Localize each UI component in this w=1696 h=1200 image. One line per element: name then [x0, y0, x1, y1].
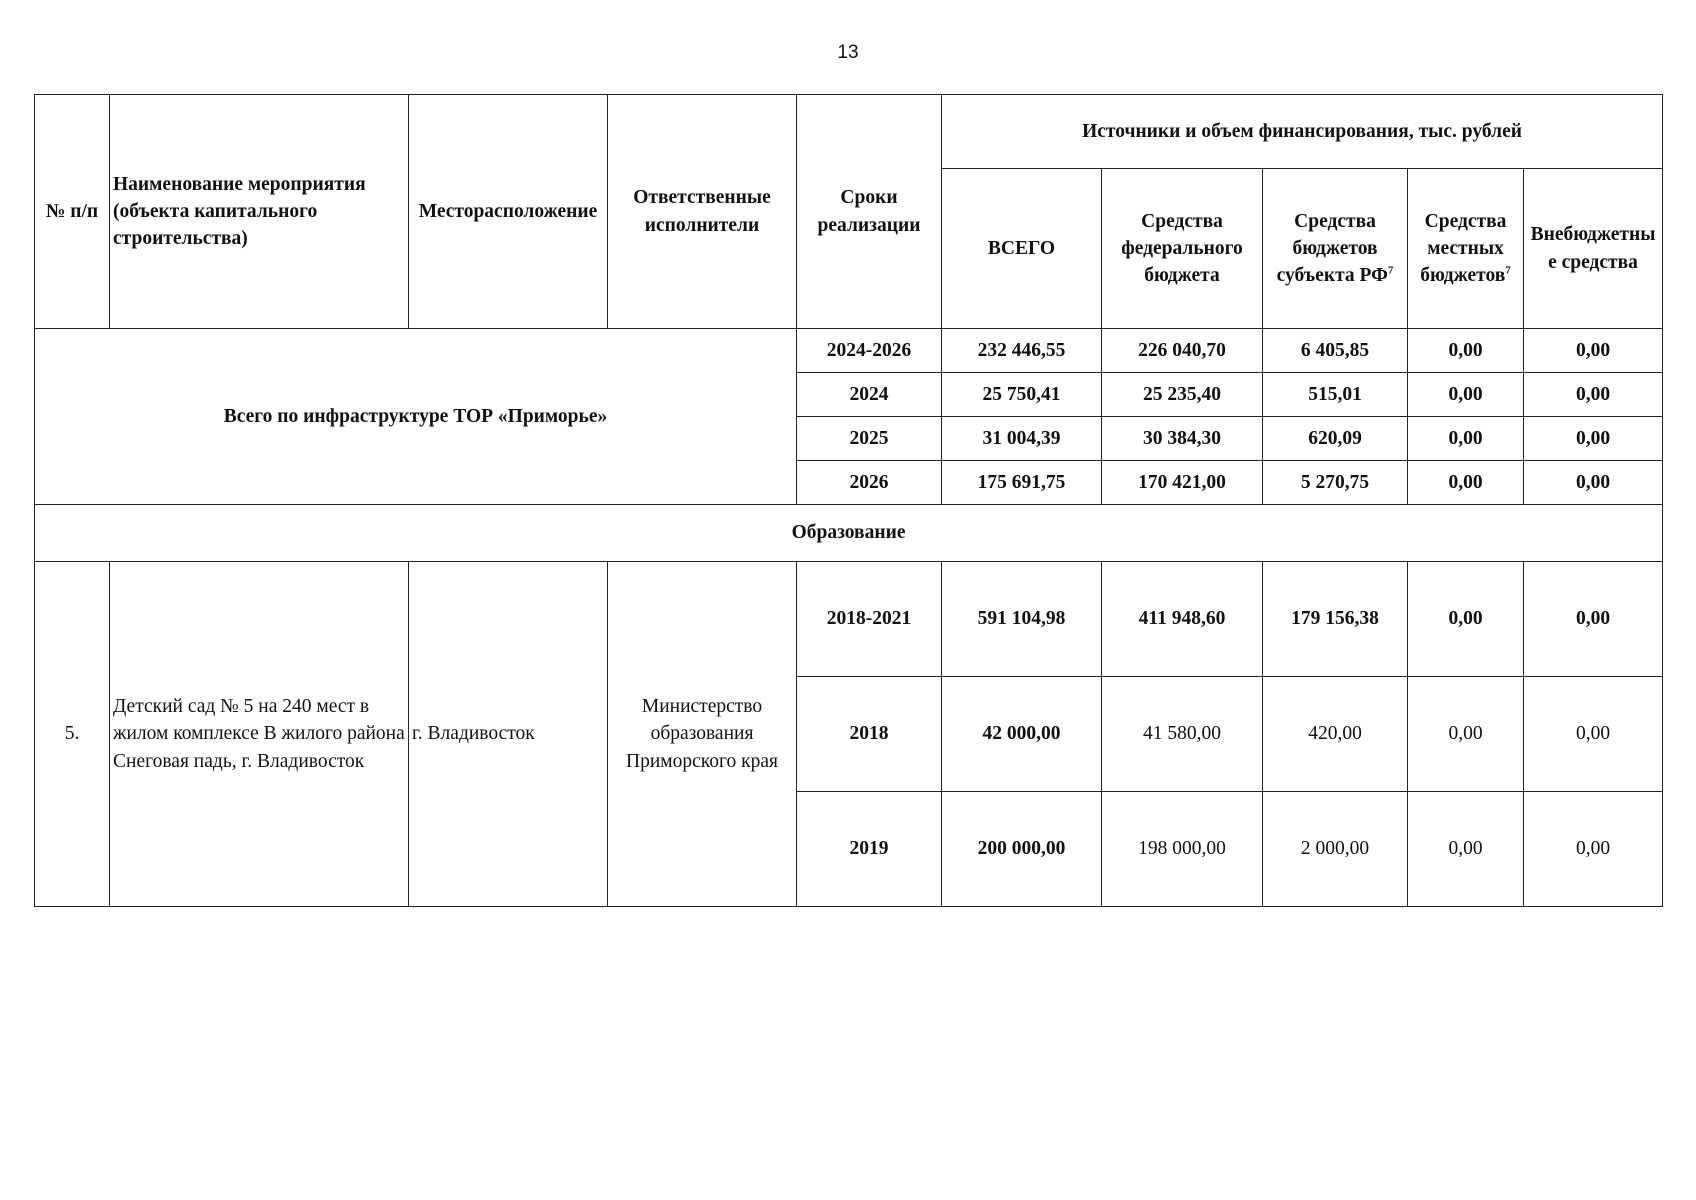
- cell-period: 2026: [797, 461, 942, 505]
- section-row: [35, 505, 1663, 562]
- cell-period: 2019: [797, 792, 942, 907]
- item-num: 5.: [35, 562, 110, 907]
- item-location: г. Владивосток: [409, 562, 608, 907]
- cell-federal: 30 384,30: [1102, 417, 1263, 461]
- header-subject-label: Средства бюджетов субъекта РФ: [1276, 210, 1388, 287]
- item-name: Детский сад № 5 на 240 мест в жилом комплексе В жилого района Снеговая падь, г. Владивосток: [110, 562, 409, 907]
- item-row: [35, 562, 1663, 677]
- header-total: ВСЕГО: [942, 169, 1102, 329]
- cell-subject: 620,09: [1263, 417, 1408, 461]
- header-extra: Внебюджетные средства: [1524, 169, 1663, 329]
- cell-local: 0,00: [1408, 677, 1524, 792]
- cell-extra: 0,00: [1524, 373, 1663, 417]
- header-local: [1408, 169, 1524, 329]
- header-subject: [1263, 169, 1408, 329]
- cell-total: 591 104,98: [942, 562, 1102, 677]
- cell-local: 0,00: [1408, 792, 1524, 907]
- cell-extra: 0,00: [1524, 792, 1663, 907]
- header-row-top: [35, 95, 1663, 169]
- cell-federal: 198 000,00: [1102, 792, 1263, 907]
- header-num: № п/п: [35, 95, 110, 329]
- cell-subject: 6 405,85: [1263, 329, 1408, 373]
- cell-local: 0,00: [1408, 329, 1524, 373]
- cell-total: 25 750,41: [942, 373, 1102, 417]
- cell-total: 175 691,75: [942, 461, 1102, 505]
- cell-period: 2024: [797, 373, 942, 417]
- cell-period: 2018-2021: [797, 562, 942, 677]
- cell-extra: 0,00: [1524, 677, 1663, 792]
- cell-total: 200 000,00: [942, 792, 1102, 907]
- cell-total: 31 004,39: [942, 417, 1102, 461]
- footnote-mark: 7: [1387, 264, 1394, 277]
- cell-federal: 41 580,00: [1102, 677, 1263, 792]
- cell-subject: 2 000,00: [1263, 792, 1408, 907]
- cell-federal: 226 040,70: [1102, 329, 1263, 373]
- header-name: Наименование мероприятия (объекта капитального строительства): [110, 95, 409, 329]
- cell-local: 0,00: [1408, 562, 1524, 677]
- cell-subject: 420,00: [1263, 677, 1408, 792]
- cell-total: 232 446,55: [942, 329, 1102, 373]
- cell-local: 0,00: [1408, 373, 1524, 417]
- header-responsible: Ответственные исполнители: [608, 95, 797, 329]
- header-federal: Средства федерального бюджета: [1102, 169, 1263, 329]
- page-number: 13: [837, 42, 859, 63]
- cell-extra: 0,00: [1524, 417, 1663, 461]
- cell-period: 2024-2026: [797, 329, 942, 373]
- footnote-mark: 7: [1505, 264, 1511, 277]
- cell-federal: 170 421,00: [1102, 461, 1263, 505]
- cell-federal: 25 235,40: [1102, 373, 1263, 417]
- cell-subject: 179 156,38: [1263, 562, 1408, 677]
- cell-total: 42 000,00: [942, 677, 1102, 792]
- cell-local: 0,00: [1408, 417, 1524, 461]
- cell-local: 0,00: [1408, 461, 1524, 505]
- header-local-label: Средства местных бюджетов: [1420, 210, 1507, 287]
- summary-row: [35, 329, 1663, 373]
- header-financing-group: Источники и объем финансирования, тыс. рублей: [942, 95, 1663, 169]
- cell-extra: 0,00: [1524, 562, 1663, 677]
- cell-federal: 411 948,60: [1102, 562, 1263, 677]
- cell-extra: 0,00: [1524, 461, 1663, 505]
- cell-period: 2018: [797, 677, 942, 792]
- summary-label: Всего по инфраструктуре ТОР «Приморье»: [35, 329, 797, 505]
- cell-extra: 0,00: [1524, 329, 1663, 373]
- header-period: Сроки реализации: [797, 95, 942, 329]
- cell-subject: 515,01: [1263, 373, 1408, 417]
- cell-subject: 5 270,75: [1263, 461, 1408, 505]
- cell-period: 2025: [797, 417, 942, 461]
- item-responsible: Министерство образования Приморского края: [608, 562, 797, 907]
- financing-table: [34, 94, 1663, 907]
- header-location: Месторасположение: [409, 95, 608, 329]
- section-title: Образование: [35, 505, 1663, 562]
